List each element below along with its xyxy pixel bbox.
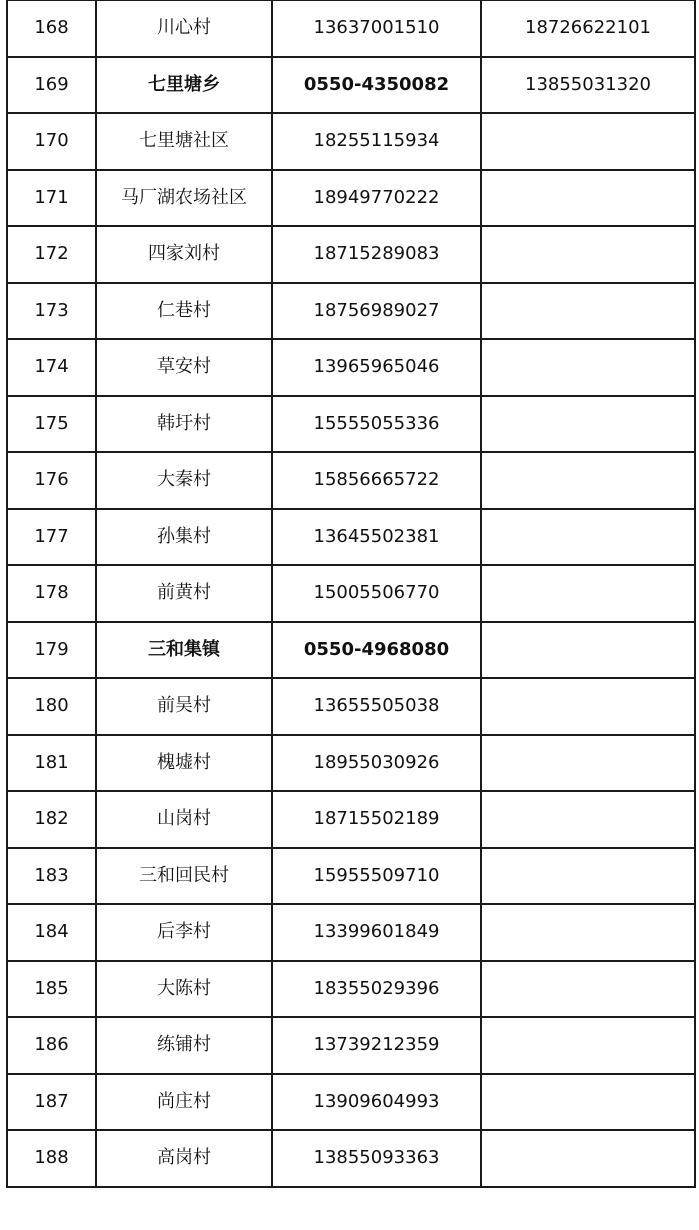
village-name-cell: 孙集村 [96, 509, 272, 566]
row-number-cell: 176 [7, 452, 96, 509]
village-name-cell: 高岗村 [96, 1130, 272, 1187]
village-name-cell: 七里塘乡 [96, 57, 272, 114]
table-row [7, 226, 695, 283]
village-name-cell: 尚庄村 [96, 1074, 272, 1131]
table-row [7, 57, 695, 114]
table-row [7, 396, 695, 453]
alt-phone-cell [481, 565, 695, 622]
phone-cell: 15005506770 [272, 565, 481, 622]
phone-cell: 13855093363 [272, 1130, 481, 1187]
village-name-cell: 仁巷村 [96, 283, 272, 340]
village-name-cell: 三和集镇 [96, 622, 272, 679]
table-row [7, 1130, 695, 1187]
row-number-cell: 173 [7, 283, 96, 340]
row-number-cell: 181 [7, 735, 96, 792]
table-row [7, 848, 695, 905]
alt-phone-cell [481, 509, 695, 566]
table-row [7, 678, 695, 735]
phone-cell: 0550-4968080 [272, 622, 481, 679]
row-number-cell: 182 [7, 791, 96, 848]
table-row [7, 339, 695, 396]
village-name-cell: 槐墟村 [96, 735, 272, 792]
table-row [7, 170, 695, 227]
phone-cell: 13965965046 [272, 339, 481, 396]
phone-cell: 13399601849 [272, 904, 481, 961]
phone-cell: 18955030926 [272, 735, 481, 792]
row-number-cell: 187 [7, 1074, 96, 1131]
table-row [7, 735, 695, 792]
village-name-cell: 四家刘村 [96, 226, 272, 283]
alt-phone-cell [481, 113, 695, 170]
alt-phone-cell [481, 170, 695, 227]
phone-cell: 13655505038 [272, 678, 481, 735]
village-name-cell: 韩圩村 [96, 396, 272, 453]
alt-phone-cell [481, 791, 695, 848]
table-row [7, 791, 695, 848]
table-row [7, 0, 695, 57]
phone-cell: 15856665722 [272, 452, 481, 509]
row-number-cell: 183 [7, 848, 96, 905]
alt-phone-cell [481, 452, 695, 509]
village-name-cell: 三和回民村 [96, 848, 272, 905]
table-row [7, 904, 695, 961]
village-name-cell: 大秦村 [96, 452, 272, 509]
alt-phone-cell [481, 678, 695, 735]
phone-cell: 18949770222 [272, 170, 481, 227]
table-row [7, 113, 695, 170]
village-name-cell: 川心村 [96, 0, 272, 57]
alt-phone-cell [481, 396, 695, 453]
phone-cell: 15555055336 [272, 396, 481, 453]
phone-cell: 13739212359 [272, 1017, 481, 1074]
village-name-cell: 山岗村 [96, 791, 272, 848]
row-number-cell: 184 [7, 904, 96, 961]
table-row [7, 1017, 695, 1074]
village-name-cell: 后李村 [96, 904, 272, 961]
row-number-cell: 179 [7, 622, 96, 679]
table-row [7, 452, 695, 509]
phone-cell: 13637001510 [272, 0, 481, 57]
row-number-cell: 185 [7, 961, 96, 1018]
phone-cell: 18255115934 [272, 113, 481, 170]
row-number-cell: 188 [7, 1130, 96, 1187]
row-number-cell: 172 [7, 226, 96, 283]
alt-phone-cell: 18726622101 [481, 0, 695, 57]
phone-cell: 18715502189 [272, 791, 481, 848]
contact-table-body [7, 0, 695, 1187]
phone-cell: 0550-4350082 [272, 57, 481, 114]
row-number-cell: 180 [7, 678, 96, 735]
table-row [7, 509, 695, 566]
table-row [7, 283, 695, 340]
table-row [7, 622, 695, 679]
phone-cell: 15955509710 [272, 848, 481, 905]
alt-phone-cell [481, 339, 695, 396]
village-name-cell: 草安村 [96, 339, 272, 396]
village-name-cell: 练铺村 [96, 1017, 272, 1074]
table-row [7, 961, 695, 1018]
alt-phone-cell [481, 283, 695, 340]
alt-phone-cell [481, 848, 695, 905]
village-name-cell: 前黄村 [96, 565, 272, 622]
alt-phone-cell [481, 622, 695, 679]
village-name-cell: 大陈村 [96, 961, 272, 1018]
alt-phone-cell: 13855031320 [481, 57, 695, 114]
alt-phone-cell [481, 904, 695, 961]
alt-phone-cell [481, 961, 695, 1018]
phone-cell: 18715289083 [272, 226, 481, 283]
phone-cell: 18355029396 [272, 961, 481, 1018]
row-number-cell: 186 [7, 1017, 96, 1074]
row-number-cell: 169 [7, 57, 96, 114]
row-number-cell: 175 [7, 396, 96, 453]
contact-table [6, 0, 696, 1188]
village-name-cell: 七里塘社区 [96, 113, 272, 170]
phone-cell: 13645502381 [272, 509, 481, 566]
alt-phone-cell [481, 1017, 695, 1074]
row-number-cell: 168 [7, 0, 96, 57]
alt-phone-cell [481, 1074, 695, 1131]
row-number-cell: 170 [7, 113, 96, 170]
alt-phone-cell [481, 226, 695, 283]
village-name-cell: 前吴村 [96, 678, 272, 735]
alt-phone-cell [481, 1130, 695, 1187]
row-number-cell: 171 [7, 170, 96, 227]
alt-phone-cell [481, 735, 695, 792]
row-number-cell: 178 [7, 565, 96, 622]
row-number-cell: 177 [7, 509, 96, 566]
table-row [7, 565, 695, 622]
table-row [7, 1074, 695, 1131]
row-number-cell: 174 [7, 339, 96, 396]
phone-cell: 18756989027 [272, 283, 481, 340]
phone-cell: 13909604993 [272, 1074, 481, 1131]
village-name-cell: 马厂湖农场社区 [96, 170, 272, 227]
